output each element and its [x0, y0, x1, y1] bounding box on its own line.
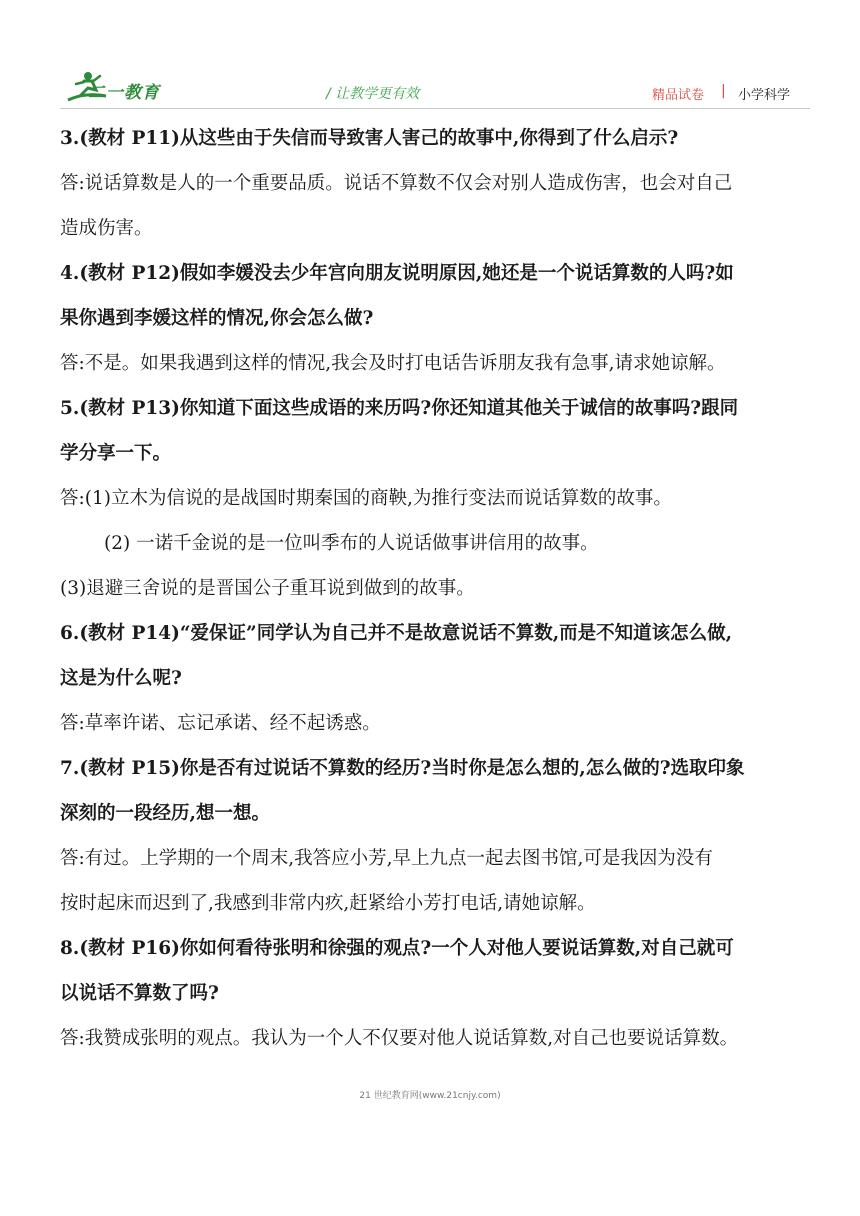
header-divider — [60, 108, 810, 109]
answer-line: 答:说话算数是人的一个重要品质。说话不算数不仅会对别人造成伤害，也会对自己 — [60, 173, 733, 194]
question-line: 6.(教材 P14)“爱保证”同学认为自己并不是故意说话不算数,而是不知道该怎么做, — [60, 623, 733, 644]
answer-line: 答:草率许诺、忘记承诺、经不起诱惑。 — [60, 713, 381, 734]
answer-line: 答:(1)立木为信说的是战国时期秦国的商鞅,为推行变法而说话算数的故事。 — [60, 488, 672, 509]
question-line: 4.(教材 P12)假如李媛没去少年宫向朋友说明原因,她还是一个说话算数的人吗?如 — [60, 263, 734, 284]
question-line: 以说话不算数了吗? — [60, 983, 219, 1004]
question-line: 8.(教材 P16)你如何看待张明和徐强的观点?一个人对他人要说话算数,对自己就可 — [60, 938, 734, 959]
answer-line: 造成伤害。 — [60, 218, 153, 239]
question-line: 这是为什么呢? — [60, 668, 182, 689]
document-body — [60, 116, 820, 1061]
header-subject: 小学科学 — [738, 88, 791, 103]
answer-line: 答:有过。上学期的一个周末,我答应小芳,早上九点一起去图书馆,可是我因为没有 — [60, 848, 713, 869]
answer-line: (3)退避三舍说的是晋国公子重耳说到做到的故事。 — [60, 578, 475, 599]
answer-line: 按时起床而迟到了,我感到非常内疚,赶紧给小芳打电话,请她谅解。 — [60, 893, 596, 914]
question-line: 3.(教材 P11)从这些由于失信而导致害人害己的故事中,你得到了什么启示? — [60, 128, 679, 149]
answer-line: (2) 一诺千金说的是一位叫季布的人说话做事讲信用的故事。 — [104, 533, 599, 554]
page-footer: 21 世纪教育网(www.21cnjy.com) — [359, 1091, 501, 1101]
answer-line: 答:我赞成张明的观点。我认为一个人不仅要对他人说话算数,对自己也要说话算数。 — [60, 1028, 739, 1049]
question-line: 5.(教材 P13)你知道下面这些成语的来历吗?你还知道其他关于诚信的故事吗?跟同 — [60, 398, 739, 419]
answer-line: 答:不是。如果我遇到这样的情况,我会及时打电话告诉朋友我有急事,请求她谅解。 — [60, 353, 726, 374]
logo-text: 二一教育 — [88, 83, 160, 103]
page-header — [0, 0, 860, 115]
header-separator: | — [721, 83, 726, 99]
question-line: 7.(教材 P15)你是否有过说话不算数的经历?当时你是怎么想的,怎么做的?选取印象 — [60, 758, 745, 779]
question-line: 果你遇到李媛这样的情况,你会怎么做? — [60, 308, 374, 329]
question-line: 深刻的一段经历,想一想。 — [60, 803, 270, 824]
header-badge-premium: 精品试卷 — [652, 88, 705, 103]
header-slogan: / 让教学更有效 — [326, 86, 420, 102]
question-line: 学分享一下。 — [60, 443, 172, 464]
